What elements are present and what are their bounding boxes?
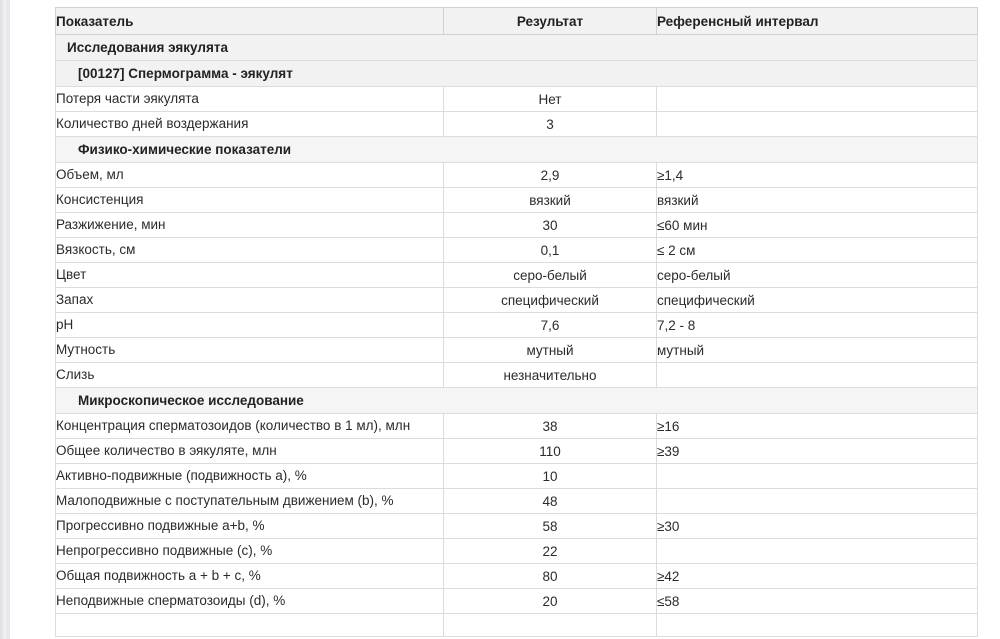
cell-indicator-name: Малоподвижные с поступательным движением (b), %	[56, 489, 444, 514]
cell-reference-interval	[657, 489, 978, 514]
cell-indicator-name: Потеря части эякулята	[56, 87, 444, 112]
cell-result-value: Нет	[444, 87, 657, 112]
cell-indicator-name: Концентрация сперматозоидов (количество в 1 мл), млн	[56, 414, 444, 439]
table-row	[56, 464, 978, 489]
cell-indicator-name: Активно-подвижные (подвижность a), %	[56, 464, 444, 489]
cell-name-empty	[56, 614, 444, 637]
cell-result-value: 0,1	[444, 238, 657, 263]
group-header-row	[56, 35, 978, 61]
cell-reference-interval	[657, 539, 978, 564]
cell-reference-interval: ≤60 мин	[657, 213, 978, 238]
viewer-left-gutter	[0, 0, 6, 639]
cell-indicator-name: Общая подвижность a + b + c, %	[56, 564, 444, 589]
table-row	[56, 363, 978, 388]
cell-reference-interval: 7,2 - 8	[657, 313, 978, 338]
cell-indicator-name: Непрогрессивно подвижные (c), %	[56, 539, 444, 564]
table-row	[56, 163, 978, 188]
report-table-container	[55, 7, 977, 637]
cell-result-value: 80	[444, 564, 657, 589]
cell-indicator-name: Объем, мл	[56, 163, 444, 188]
subsection-label: Микроскопическое исследование	[56, 388, 978, 414]
table-row	[56, 338, 978, 363]
table-row	[56, 539, 978, 564]
subsection-header-row	[56, 137, 978, 163]
cell-indicator-name: pH	[56, 313, 444, 338]
cell-result-value: 38	[444, 414, 657, 439]
table-row	[56, 514, 978, 539]
cell-reference-interval: ≥39	[657, 439, 978, 464]
cell-reference-interval: мутный	[657, 338, 978, 363]
cell-indicator-name: Неподвижные сперматозоиды (d), %	[56, 589, 444, 614]
cell-reference-interval	[657, 464, 978, 489]
table-row	[56, 489, 978, 514]
cell-result-value: 3	[444, 112, 657, 137]
cell-indicator-name: Консистенция	[56, 188, 444, 213]
table-header	[56, 8, 978, 35]
subsection-label: Физико-химические показатели	[56, 137, 978, 163]
cell-reference-interval	[657, 112, 978, 137]
cell-reference-interval: ≤ 2 см	[657, 238, 978, 263]
cell-result-value: незначительно	[444, 363, 657, 388]
document-page	[10, 0, 1000, 639]
table-row	[56, 87, 978, 112]
cell-result-value: 30	[444, 213, 657, 238]
cell-ref-empty	[657, 614, 978, 637]
cell-result-value: 110	[444, 439, 657, 464]
cell-reference-interval: серо-белый	[657, 263, 978, 288]
cell-result-value: серо-белый	[444, 263, 657, 288]
lab-results-table	[55, 7, 978, 637]
cell-result-value: 10	[444, 464, 657, 489]
cell-indicator-name: Вязкость, см	[56, 238, 444, 263]
cell-result-value: вязкий	[444, 188, 657, 213]
cell-indicator-name: Цвет	[56, 263, 444, 288]
table-row	[56, 263, 978, 288]
section-label: [00127] Спермограмма - эякулят	[56, 61, 978, 87]
column-header-indicator: Показатель	[56, 8, 444, 35]
table-row	[56, 564, 978, 589]
column-header-result: Результат	[444, 8, 657, 35]
group-label: Исследования эякулята	[56, 35, 978, 61]
table-row	[56, 213, 978, 238]
table-row	[56, 414, 978, 439]
cell-result-value: 7,6	[444, 313, 657, 338]
cell-result-value: 20	[444, 589, 657, 614]
cell-reference-interval: ≥42	[657, 564, 978, 589]
table-row	[56, 313, 978, 338]
cell-result-value: 22	[444, 539, 657, 564]
cell-reference-interval	[657, 87, 978, 112]
cell-reference-interval: специфический	[657, 288, 978, 313]
column-header-reference-interval: Референсный интервал	[657, 8, 978, 35]
cell-result-empty	[444, 614, 657, 637]
subsection-header-row	[56, 388, 978, 414]
cell-reference-interval: ≥1,4	[657, 163, 978, 188]
cell-indicator-name: Мутность	[56, 338, 444, 363]
cell-indicator-name: Прогрессивно подвижные a+b, %	[56, 514, 444, 539]
cell-result-value: мутный	[444, 338, 657, 363]
cell-reference-interval: ≥30	[657, 514, 978, 539]
cell-indicator-name: Общее количество в эякуляте, млн	[56, 439, 444, 464]
table-row	[56, 589, 978, 614]
cell-result-value: 2,9	[444, 163, 657, 188]
cell-result-value: 58	[444, 514, 657, 539]
cell-reference-interval: ≥16	[657, 414, 978, 439]
cell-indicator-name: Слизь	[56, 363, 444, 388]
table-row	[56, 188, 978, 213]
section-header-row	[56, 61, 978, 87]
table-header-row	[56, 8, 978, 35]
cell-result-value: 48	[444, 489, 657, 514]
cell-indicator-name: Разжижение, мин	[56, 213, 444, 238]
table-row	[56, 439, 978, 464]
cell-reference-interval: ≤58	[657, 589, 978, 614]
cell-indicator-name: Запах	[56, 288, 444, 313]
cell-result-value: специфический	[444, 288, 657, 313]
table-row	[56, 112, 978, 137]
table-row	[56, 288, 978, 313]
table-row-partial	[56, 614, 978, 637]
cell-reference-interval	[657, 363, 978, 388]
cell-indicator-name: Количество дней воздержания	[56, 112, 444, 137]
table-row	[56, 238, 978, 263]
cell-reference-interval: вязкий	[657, 188, 978, 213]
table-body	[56, 35, 978, 637]
